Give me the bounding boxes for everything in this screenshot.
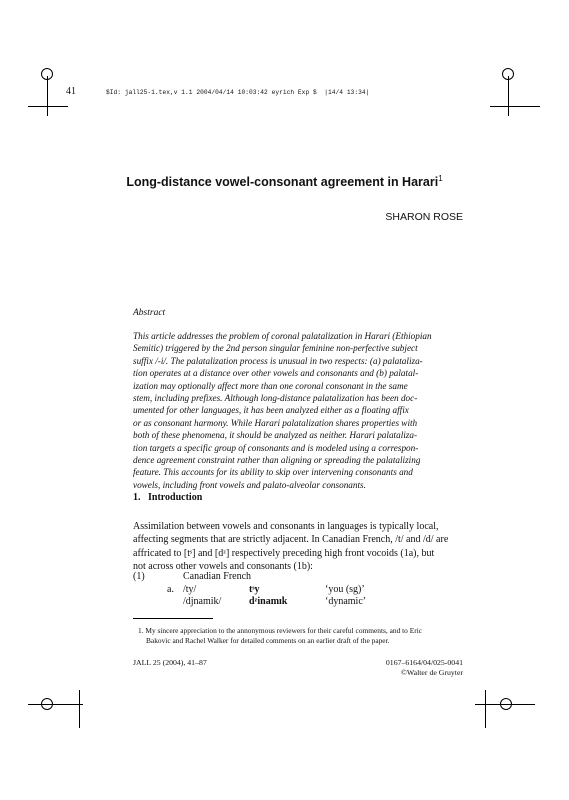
crop-mark-bottom-left [28,690,83,750]
crop-mark-bottom-right [475,690,535,750]
abstract-line: suffix /-i/. The palatalization process is unusual in two respects: (a) palataliza- [133,355,423,366]
body-paragraph [133,520,463,574]
section-number: 1. [133,492,141,503]
footnote [138,626,463,645]
abstract-line: feature. This accounts for its ability to skip over intervening consonants and [133,467,413,478]
abstract-line: tion operates at a distance over other vowels and consonants and (b) palatal- [133,368,419,379]
page-number: 41 [66,86,76,97]
gloss: ‘you (sg)’ [325,584,365,595]
title-footnote-mark: 1 [438,174,443,183]
paper-title-text: Long-distance vowel-consonant agreement in Harari [126,175,439,190]
surface-form: tˢy [249,584,260,595]
underlying-form: /ty/ [183,584,197,595]
version-id-line: $Id: jall25-1.tex,v 1.1 2004/04/14 10:03:42 eyrich Exp $ |14/4 13:34| [106,89,370,96]
abstract-line: umented for other languages, it has been analyzed either as a floating affix [133,405,409,416]
copyright: ©Walter de Gruyter [400,668,463,677]
abstract-line: vowels, including front vowels and palato-alveolar consonants. [133,479,366,490]
body-line: Assimilation between vowels and consonants in languages is typically local, [133,521,439,532]
underlying-form: /djnamik/ [183,596,222,607]
footnote-rule [133,618,213,619]
issn: 0167–6164/04/025-0041 [385,658,463,667]
example-title: Canadian French [183,571,252,582]
abstract-line: tion targets a specific group of consonants and is modeled using a correspon- [133,442,419,453]
abstract-line: stem, including prefixes. Although long-distance palatalization has been doc- [133,393,418,404]
abstract-line: ization may optionally affect more than one coronal consonant in the same [133,380,408,391]
crop-mark-top-right [490,56,540,116]
abstract-line: dence agreement constraint rather than aligning or spreading the palatalizing [133,455,421,466]
abstract-heading: Abstract [133,308,166,318]
body-line: not across other vowels and consonants (1b): [133,561,313,573]
body-line: affecting segments that are strictly adjacent. In Canadian French, /t/ and /d/ are [133,534,449,546]
footnote-line: 1. My sincere appreciation to the annonymous reviewers for their careful comments, and to Eric [138,626,423,635]
example-row [183,596,483,610]
journal-citation: JALL 25 (2004), 41–87 [133,658,207,667]
gloss: ‘dynamic’ [325,596,367,607]
example-label-a: a. [167,584,174,595]
section-heading [133,492,202,503]
body-line: affricated to [tˢ] and [dᶻ] respectively preceding high front vocoids (1a), but [133,547,435,559]
abstract-line: This article addresses the problem of coronal palatalization in Harari (Ethiopian [133,331,432,341]
abstract-line: Semitic) triggered by the 2nd person singular feminine non-perfective subject [133,343,418,354]
author-name: SHARON ROSE [385,211,463,223]
surface-form: dᶻinamık [249,596,288,607]
section-title: Introduction [148,492,203,503]
footnote-line: Bakovic and Rachel Walker for detailed comments on an earlier draft of the paper. [146,635,390,645]
abstract-line: both of these phenomena, it should be analyzed as neither. Harari palataliza- [133,430,418,441]
abstract-line: or as consonant harmony. While Harari palatalization shares properties with [133,417,418,428]
abstract-text [133,330,463,491]
example-number: (1) [133,571,145,582]
crop-mark-top-left [28,56,68,116]
paper-title [0,174,569,189]
